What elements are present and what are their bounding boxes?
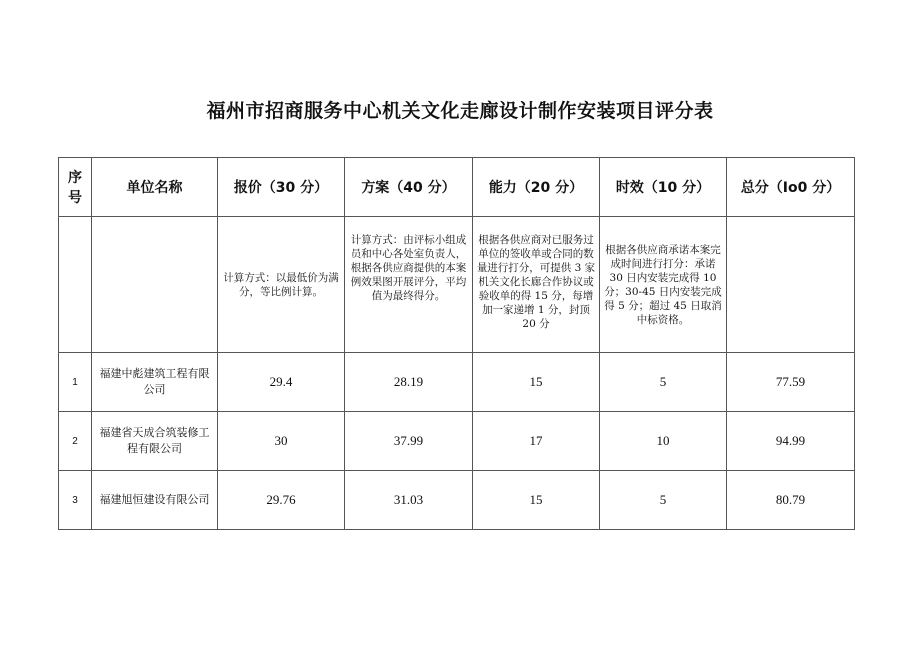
row-plan: 37.99 [345,412,473,471]
row-timeliness: 5 [600,471,727,530]
header-row [59,158,855,217]
row-price: 29.4 [218,353,345,412]
row-timeliness: 5 [600,353,727,412]
header-timeliness: 时效（10 分） [600,158,727,217]
row-total: 94.99 [727,412,855,471]
rule-plan: 计算方式：由评标小组成员和中心各处室负责人，根据各供应商提供的本案例效果图开展评分，平均值为最终得分。 [345,217,473,353]
row-unit: 福建旭恒建设有限公司 [92,471,218,530]
row-timeliness: 10 [600,412,727,471]
header-total: 总分（Io0 分） [727,158,855,217]
row-plan: 31.03 [345,471,473,530]
table-row [59,412,855,471]
row-ability: 15 [473,353,600,412]
row-total: 80.79 [727,471,855,530]
header-plan: 方案（40 分） [345,158,473,217]
row-price: 30 [218,412,345,471]
rule-unit-empty [92,217,218,353]
score-table [58,157,855,530]
header-unit: 单位名称 [92,158,218,217]
row-unit: 福建省天成合筑装修工程有限公司 [92,412,218,471]
header-price: 报价（30 分） [218,158,345,217]
rule-price: 计算方式：以最低价为满分，等比例计算。 [218,217,345,353]
row-index: 1 [59,353,92,412]
rule-timeliness: 根据各供应商承诺本案完成时间进行打分：承诺 30 日内安装完成得 10 分；30-45 日内安装完成得 5 分；超过 45 日取消中标资格。 [600,217,727,353]
row-total: 77.59 [727,353,855,412]
row-ability: 15 [473,471,600,530]
row-plan: 28.19 [345,353,473,412]
header-ability: 能力（20 分） [473,158,600,217]
rules-row [59,217,855,353]
table-row [59,471,855,530]
page-title: 福州市招商服务中心机关文化走廊设计制作安装项目评分表 [206,100,714,122]
rule-total-empty [727,217,855,353]
row-index: 2 [59,412,92,471]
table-row [59,353,855,412]
row-index: 3 [59,471,92,530]
row-ability: 17 [473,412,600,471]
row-unit: 福建中彪建筑工程有限公司 [92,353,218,412]
row-price: 29.76 [218,471,345,530]
rule-ability: 根据各供应商对已服务过单位的签收单或合同的数量进行打分，可提供 3 家机关文化长廊合作协议或验收单的得 15 分，每增加一家递增 1 分，封顶 20 分 [473,217,600,353]
rule-index-empty [59,217,92,353]
header-index: 序号 [59,158,92,217]
